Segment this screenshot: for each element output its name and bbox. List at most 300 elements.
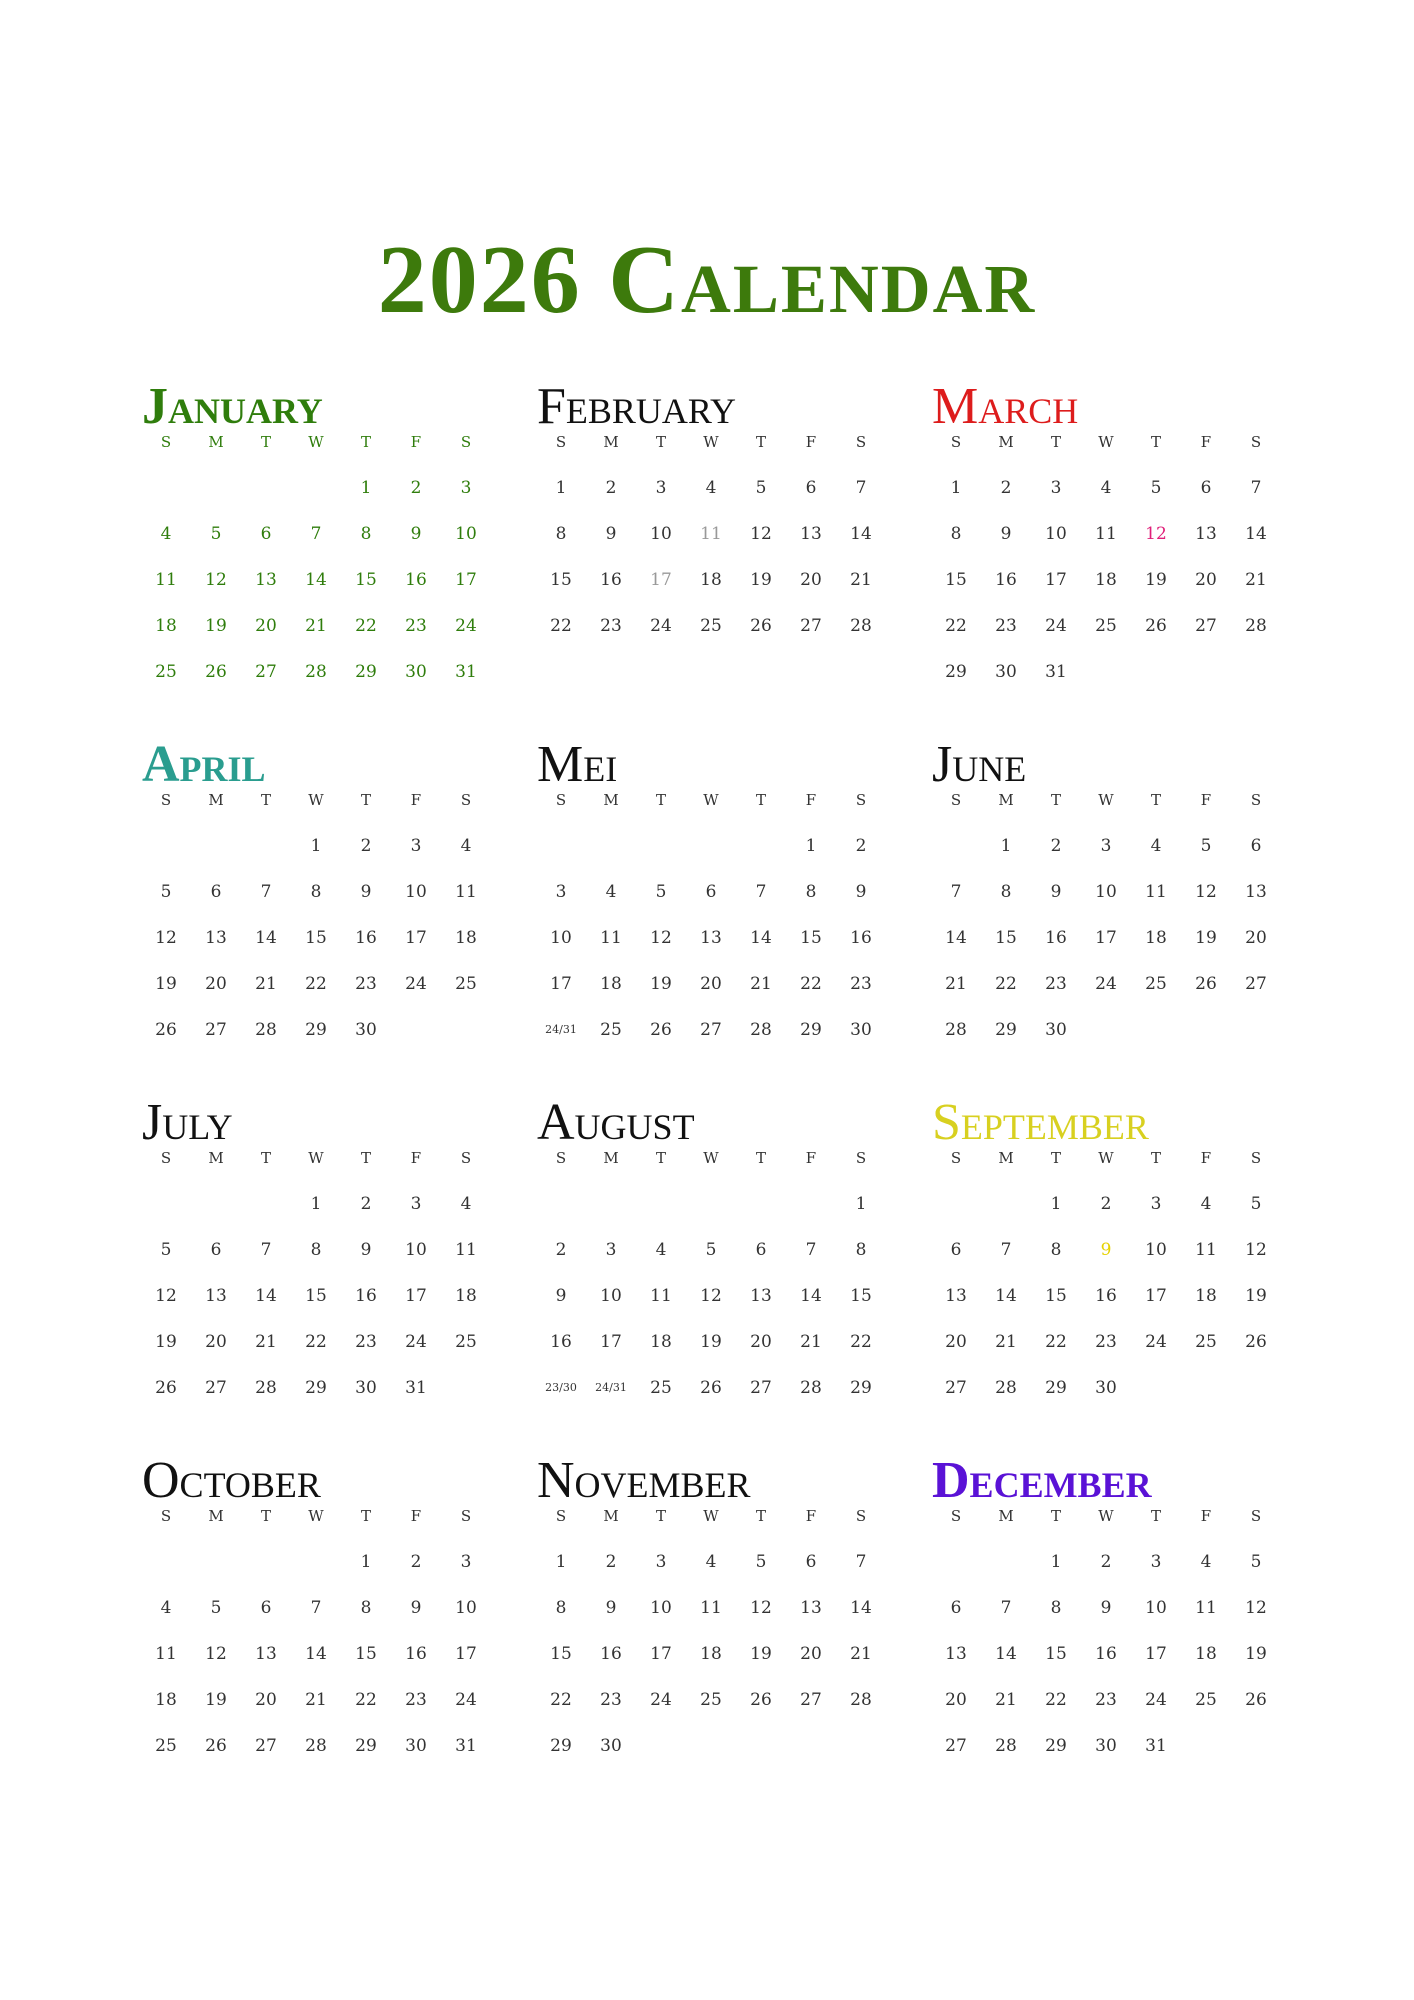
day-cell[interactable]: 10 — [405, 882, 427, 902]
day-cell[interactable]: 3 — [410, 1194, 422, 1214]
day-cell[interactable]: 26 — [1245, 1690, 1267, 1710]
day-cell[interactable]: 3 — [1150, 1194, 1162, 1214]
day-cell[interactable]: 10 — [650, 1598, 672, 1618]
day-cell[interactable]: 25 — [650, 1378, 672, 1398]
day-cell[interactable]: 15 — [550, 570, 572, 590]
day-cell[interactable]: 6 — [210, 882, 222, 902]
day-cell[interactable]: 16 — [405, 570, 427, 590]
day-cell[interactable]: 21 — [995, 1332, 1017, 1352]
day-cell[interactable]: 1 — [950, 478, 962, 498]
day-cell[interactable]: 28 — [1245, 616, 1267, 636]
day-cell[interactable]: 14 — [305, 1644, 327, 1664]
day-cell[interactable]: 8 — [360, 524, 372, 544]
day-cell[interactable]: 20 — [945, 1332, 967, 1352]
day-cell[interactable]: 24 — [405, 1332, 427, 1352]
day-cell[interactable]: 24/31 — [545, 1023, 577, 1036]
day-cell[interactable]: 21 — [995, 1690, 1017, 1710]
day-cell[interactable]: 4 — [460, 836, 472, 856]
day-cell[interactable]: 1 — [1050, 1194, 1062, 1214]
day-cell[interactable]: 6 — [260, 1598, 272, 1618]
day-cell[interactable]: 3 — [410, 836, 422, 856]
day-cell[interactable]: 18 — [700, 570, 722, 590]
day-cell[interactable]: 7 — [855, 1552, 867, 1572]
day-cell[interactable]: 21 — [750, 974, 772, 994]
day-cell[interactable]: 17 — [455, 1644, 477, 1664]
day-cell[interactable]: 2 — [555, 1240, 567, 1260]
day-cell[interactable]: 18 — [700, 1644, 722, 1664]
day-cell[interactable]: 30 — [1095, 1736, 1117, 1756]
day-cell[interactable]: 22 — [550, 616, 572, 636]
day-cell[interactable]: 25 — [1195, 1690, 1217, 1710]
day-cell[interactable]: 17 — [600, 1332, 622, 1352]
day-cell[interactable]: 8 — [855, 1240, 867, 1260]
day-cell[interactable]: 20 — [1245, 928, 1267, 948]
day-cell[interactable]: 8 — [1050, 1598, 1062, 1618]
day-cell[interactable]: 23 — [600, 616, 622, 636]
day-cell[interactable]: 1 — [1050, 1552, 1062, 1572]
day-cell[interactable]: 11 — [700, 524, 722, 544]
day-cell[interactable]: 22 — [1045, 1690, 1067, 1710]
day-cell[interactable]: 5 — [1250, 1552, 1262, 1572]
day-cell[interactable]: 2 — [1000, 478, 1012, 498]
day-cell[interactable]: 1 — [855, 1194, 867, 1214]
day-cell[interactable]: 24 — [650, 616, 672, 636]
day-cell[interactable]: 15 — [305, 1286, 327, 1306]
day-cell[interactable]: 11 — [600, 928, 622, 948]
day-cell[interactable]: 11 — [1195, 1598, 1217, 1618]
day-cell[interactable]: 19 — [650, 974, 672, 994]
day-cell[interactable]: 9 — [855, 882, 867, 902]
day-cell[interactable]: 12 — [1245, 1598, 1267, 1618]
day-cell[interactable]: 27 — [800, 616, 822, 636]
day-cell[interactable]: 10 — [455, 524, 477, 544]
day-cell[interactable]: 29 — [1045, 1378, 1067, 1398]
day-cell[interactable]: 30 — [850, 1020, 872, 1040]
day-cell[interactable]: 21 — [255, 974, 277, 994]
day-cell[interactable]: 19 — [1245, 1644, 1267, 1664]
day-cell[interactable]: 10 — [1145, 1598, 1167, 1618]
day-cell[interactable]: 27 — [205, 1020, 227, 1040]
day-cell[interactable]: 25 — [1095, 616, 1117, 636]
day-cell[interactable]: 6 — [705, 882, 717, 902]
day-cell[interactable]: 5 — [210, 1598, 222, 1618]
day-cell[interactable]: 30 — [405, 662, 427, 682]
day-cell[interactable]: 8 — [360, 1598, 372, 1618]
day-cell[interactable]: 2 — [1100, 1552, 1112, 1572]
day-cell[interactable]: 3 — [460, 478, 472, 498]
day-cell[interactable]: 14 — [995, 1286, 1017, 1306]
day-cell[interactable]: 12 — [205, 570, 227, 590]
day-cell[interactable]: 3 — [655, 478, 667, 498]
day-cell[interactable]: 24 — [650, 1690, 672, 1710]
day-cell[interactable]: 20 — [205, 974, 227, 994]
day-cell[interactable]: 23 — [405, 616, 427, 636]
day-cell[interactable]: 20 — [800, 570, 822, 590]
day-cell[interactable]: 21 — [850, 1644, 872, 1664]
day-cell[interactable]: 3 — [1100, 836, 1112, 856]
day-cell[interactable]: 4 — [1150, 836, 1162, 856]
day-cell[interactable]: 17 — [550, 974, 572, 994]
day-cell[interactable]: 29 — [850, 1378, 872, 1398]
day-cell[interactable]: 10 — [405, 1240, 427, 1260]
day-cell[interactable]: 27 — [205, 1378, 227, 1398]
day-cell[interactable]: 23/30 — [545, 1381, 577, 1394]
day-cell[interactable]: 15 — [355, 1644, 377, 1664]
day-cell[interactable]: 1 — [805, 836, 817, 856]
day-cell[interactable]: 1 — [360, 1552, 372, 1572]
day-cell[interactable]: 3 — [605, 1240, 617, 1260]
day-cell[interactable]: 6 — [755, 1240, 767, 1260]
day-cell[interactable]: 31 — [1145, 1736, 1167, 1756]
day-cell[interactable]: 21 — [305, 616, 327, 636]
day-cell[interactable]: 16 — [1095, 1286, 1117, 1306]
day-cell[interactable]: 29 — [355, 662, 377, 682]
day-cell[interactable]: 8 — [555, 524, 567, 544]
day-cell[interactable]: 4 — [655, 1240, 667, 1260]
day-cell[interactable]: 15 — [550, 1644, 572, 1664]
day-cell[interactable]: 29 — [995, 1020, 1017, 1040]
day-cell[interactable]: 12 — [750, 524, 772, 544]
day-cell[interactable]: 9 — [605, 1598, 617, 1618]
day-cell[interactable]: 26 — [205, 662, 227, 682]
day-cell[interactable]: 13 — [945, 1286, 967, 1306]
day-cell[interactable]: 10 — [1045, 524, 1067, 544]
day-cell[interactable]: 17 — [405, 1286, 427, 1306]
day-cell[interactable]: 7 — [310, 1598, 322, 1618]
day-cell[interactable]: 7 — [260, 882, 272, 902]
day-cell[interactable]: 16 — [550, 1332, 572, 1352]
day-cell[interactable]: 2 — [1100, 1194, 1112, 1214]
day-cell[interactable]: 14 — [800, 1286, 822, 1306]
day-cell[interactable]: 22 — [305, 1332, 327, 1352]
day-cell[interactable]: 3 — [1050, 478, 1062, 498]
day-cell[interactable]: 28 — [850, 616, 872, 636]
day-cell[interactable]: 25 — [155, 662, 177, 682]
day-cell[interactable]: 19 — [700, 1332, 722, 1352]
day-cell[interactable]: 13 — [945, 1644, 967, 1664]
day-cell[interactable]: 29 — [305, 1020, 327, 1040]
day-cell[interactable]: 7 — [1000, 1240, 1012, 1260]
day-cell[interactable]: 20 — [750, 1332, 772, 1352]
day-cell[interactable]: 15 — [305, 928, 327, 948]
day-cell[interactable]: 20 — [1195, 570, 1217, 590]
day-cell[interactable]: 30 — [355, 1378, 377, 1398]
day-cell[interactable]: 10 — [550, 928, 572, 948]
day-cell[interactable]: 26 — [1145, 616, 1167, 636]
day-cell[interactable]: 6 — [260, 524, 272, 544]
day-cell[interactable]: 30 — [1045, 1020, 1067, 1040]
day-cell[interactable]: 25 — [455, 974, 477, 994]
day-cell[interactable]: 28 — [995, 1378, 1017, 1398]
day-cell[interactable]: 28 — [255, 1378, 277, 1398]
day-cell[interactable]: 5 — [1200, 836, 1212, 856]
day-cell[interactable]: 28 — [255, 1020, 277, 1040]
day-cell[interactable]: 21 — [945, 974, 967, 994]
day-cell[interactable]: 20 — [255, 616, 277, 636]
day-cell[interactable]: 4 — [1200, 1552, 1212, 1572]
day-cell[interactable]: 6 — [805, 1552, 817, 1572]
day-cell[interactable]: 22 — [305, 974, 327, 994]
day-cell[interactable]: 24 — [1145, 1332, 1167, 1352]
day-cell[interactable]: 16 — [600, 570, 622, 590]
day-cell[interactable]: 9 — [1100, 1240, 1112, 1260]
day-cell[interactable]: 28 — [945, 1020, 967, 1040]
day-cell[interactable]: 5 — [1150, 478, 1162, 498]
day-cell[interactable]: 12 — [1145, 524, 1167, 544]
day-cell[interactable]: 18 — [650, 1332, 672, 1352]
day-cell[interactable]: 11 — [700, 1598, 722, 1618]
day-cell[interactable]: 29 — [800, 1020, 822, 1040]
day-cell[interactable]: 9 — [410, 524, 422, 544]
day-cell[interactable]: 16 — [1095, 1644, 1117, 1664]
day-cell[interactable]: 8 — [555, 1598, 567, 1618]
day-cell[interactable]: 15 — [945, 570, 967, 590]
day-cell[interactable]: 11 — [455, 1240, 477, 1260]
day-cell[interactable]: 8 — [950, 524, 962, 544]
day-cell[interactable]: 6 — [210, 1240, 222, 1260]
day-cell[interactable]: 9 — [605, 524, 617, 544]
day-cell[interactable]: 28 — [850, 1690, 872, 1710]
day-cell[interactable]: 9 — [555, 1286, 567, 1306]
day-cell[interactable]: 14 — [255, 928, 277, 948]
day-cell[interactable]: 31 — [1045, 662, 1067, 682]
day-cell[interactable]: 2 — [360, 836, 372, 856]
day-cell[interactable]: 3 — [460, 1552, 472, 1572]
day-cell[interactable]: 30 — [995, 662, 1017, 682]
day-cell[interactable]: 9 — [360, 882, 372, 902]
day-cell[interactable]: 4 — [1200, 1194, 1212, 1214]
day-cell[interactable]: 11 — [155, 570, 177, 590]
day-cell[interactable]: 28 — [800, 1378, 822, 1398]
day-cell[interactable]: 27 — [700, 1020, 722, 1040]
day-cell[interactable]: 1 — [555, 478, 567, 498]
day-cell[interactable]: 18 — [155, 616, 177, 636]
day-cell[interactable]: 2 — [605, 478, 617, 498]
day-cell[interactable]: 21 — [255, 1332, 277, 1352]
day-cell[interactable]: 6 — [805, 478, 817, 498]
day-cell[interactable]: 27 — [255, 1736, 277, 1756]
day-cell[interactable]: 18 — [155, 1690, 177, 1710]
day-cell[interactable]: 23 — [1095, 1690, 1117, 1710]
day-cell[interactable]: 3 — [1150, 1552, 1162, 1572]
day-cell[interactable]: 28 — [750, 1020, 772, 1040]
day-cell[interactable]: 16 — [1045, 928, 1067, 948]
day-cell[interactable]: 25 — [700, 1690, 722, 1710]
day-cell[interactable]: 20 — [700, 974, 722, 994]
day-cell[interactable]: 27 — [945, 1378, 967, 1398]
day-cell[interactable]: 22 — [945, 616, 967, 636]
day-cell[interactable]: 19 — [1195, 928, 1217, 948]
day-cell[interactable]: 22 — [1045, 1332, 1067, 1352]
day-cell[interactable]: 4 — [160, 1598, 172, 1618]
day-cell[interactable]: 17 — [1145, 1286, 1167, 1306]
day-cell[interactable]: 16 — [405, 1644, 427, 1664]
day-cell[interactable]: 19 — [750, 1644, 772, 1664]
day-cell[interactable]: 7 — [755, 882, 767, 902]
day-cell[interactable]: 12 — [155, 1286, 177, 1306]
day-cell[interactable]: 20 — [800, 1644, 822, 1664]
day-cell[interactable]: 5 — [755, 478, 767, 498]
day-cell[interactable]: 17 — [1045, 570, 1067, 590]
day-cell[interactable]: 27 — [1245, 974, 1267, 994]
day-cell[interactable]: 28 — [305, 1736, 327, 1756]
day-cell[interactable]: 19 — [1145, 570, 1167, 590]
day-cell[interactable]: 7 — [260, 1240, 272, 1260]
day-cell[interactable]: 16 — [355, 1286, 377, 1306]
day-cell[interactable]: 23 — [1095, 1332, 1117, 1352]
day-cell[interactable]: 4 — [705, 478, 717, 498]
day-cell[interactable]: 26 — [750, 1690, 772, 1710]
day-cell[interactable]: 17 — [1095, 928, 1117, 948]
day-cell[interactable]: 20 — [255, 1690, 277, 1710]
day-cell[interactable]: 18 — [455, 1286, 477, 1306]
day-cell[interactable]: 21 — [305, 1690, 327, 1710]
day-cell[interactable]: 26 — [750, 616, 772, 636]
day-cell[interactable]: 8 — [1000, 882, 1012, 902]
day-cell[interactable]: 13 — [1195, 524, 1217, 544]
day-cell[interactable]: 10 — [1095, 882, 1117, 902]
day-cell[interactable]: 26 — [1245, 1332, 1267, 1352]
day-cell[interactable]: 8 — [805, 882, 817, 902]
day-cell[interactable]: 14 — [255, 1286, 277, 1306]
day-cell[interactable]: 5 — [160, 1240, 172, 1260]
day-cell[interactable]: 29 — [355, 1736, 377, 1756]
day-cell[interactable]: 24 — [455, 1690, 477, 1710]
day-cell[interactable]: 5 — [705, 1240, 717, 1260]
day-cell[interactable]: 7 — [855, 478, 867, 498]
day-cell[interactable]: 27 — [255, 662, 277, 682]
day-cell[interactable]: 10 — [1145, 1240, 1167, 1260]
day-cell[interactable]: 24/31 — [595, 1381, 627, 1394]
day-cell[interactable]: 28 — [305, 662, 327, 682]
day-cell[interactable]: 25 — [700, 616, 722, 636]
day-cell[interactable]: 9 — [1000, 524, 1012, 544]
day-cell[interactable]: 3 — [555, 882, 567, 902]
day-cell[interactable]: 11 — [1145, 882, 1167, 902]
day-cell[interactable]: 5 — [655, 882, 667, 902]
day-cell[interactable]: 24 — [455, 616, 477, 636]
day-cell[interactable]: 9 — [410, 1598, 422, 1618]
day-cell[interactable]: 5 — [160, 882, 172, 902]
day-cell[interactable]: 18 — [1195, 1286, 1217, 1306]
day-cell[interactable]: 22 — [850, 1332, 872, 1352]
day-cell[interactable]: 22 — [355, 1690, 377, 1710]
day-cell[interactable]: 4 — [460, 1194, 472, 1214]
day-cell[interactable]: 13 — [1245, 882, 1267, 902]
day-cell[interactable]: 13 — [800, 524, 822, 544]
day-cell[interactable]: 9 — [1050, 882, 1062, 902]
day-cell[interactable]: 27 — [800, 1690, 822, 1710]
day-cell[interactable]: 13 — [205, 1286, 227, 1306]
day-cell[interactable]: 19 — [205, 616, 227, 636]
day-cell[interactable]: 29 — [945, 662, 967, 682]
day-cell[interactable]: 12 — [1245, 1240, 1267, 1260]
day-cell[interactable]: 25 — [1145, 974, 1167, 994]
day-cell[interactable]: 18 — [455, 928, 477, 948]
day-cell[interactable]: 19 — [1245, 1286, 1267, 1306]
day-cell[interactable]: 30 — [1095, 1378, 1117, 1398]
day-cell[interactable]: 17 — [650, 570, 672, 590]
day-cell[interactable]: 6 — [1200, 478, 1212, 498]
day-cell[interactable]: 15 — [995, 928, 1017, 948]
day-cell[interactable]: 14 — [850, 524, 872, 544]
day-cell[interactable]: 29 — [305, 1378, 327, 1398]
day-cell[interactable]: 25 — [455, 1332, 477, 1352]
day-cell[interactable]: 11 — [1095, 524, 1117, 544]
day-cell[interactable]: 30 — [600, 1736, 622, 1756]
day-cell[interactable]: 22 — [995, 974, 1017, 994]
day-cell[interactable]: 16 — [600, 1644, 622, 1664]
day-cell[interactable]: 4 — [705, 1552, 717, 1572]
day-cell[interactable]: 14 — [305, 570, 327, 590]
day-cell[interactable]: 27 — [945, 1736, 967, 1756]
day-cell[interactable]: 23 — [355, 1332, 377, 1352]
day-cell[interactable]: 10 — [455, 1598, 477, 1618]
day-cell[interactable]: 31 — [405, 1378, 427, 1398]
day-cell[interactable]: 1 — [360, 478, 372, 498]
day-cell[interactable]: 6 — [950, 1598, 962, 1618]
day-cell[interactable]: 20 — [945, 1690, 967, 1710]
day-cell[interactable]: 17 — [405, 928, 427, 948]
day-cell[interactable]: 2 — [855, 836, 867, 856]
day-cell[interactable]: 18 — [1195, 1644, 1217, 1664]
day-cell[interactable]: 15 — [800, 928, 822, 948]
day-cell[interactable]: 15 — [1045, 1644, 1067, 1664]
day-cell[interactable]: 19 — [750, 570, 772, 590]
day-cell[interactable]: 1 — [310, 836, 322, 856]
day-cell[interactable]: 4 — [605, 882, 617, 902]
day-cell[interactable]: 14 — [945, 928, 967, 948]
day-cell[interactable]: 7 — [1250, 478, 1262, 498]
day-cell[interactable]: 11 — [455, 882, 477, 902]
day-cell[interactable]: 21 — [850, 570, 872, 590]
day-cell[interactable]: 10 — [650, 524, 672, 544]
day-cell[interactable]: 26 — [205, 1736, 227, 1756]
day-cell[interactable]: 17 — [1145, 1644, 1167, 1664]
day-cell[interactable]: 13 — [750, 1286, 772, 1306]
day-cell[interactable]: 9 — [1100, 1598, 1112, 1618]
day-cell[interactable]: 19 — [155, 974, 177, 994]
day-cell[interactable]: 12 — [155, 928, 177, 948]
day-cell[interactable]: 17 — [650, 1644, 672, 1664]
day-cell[interactable]: 14 — [850, 1598, 872, 1618]
day-cell[interactable]: 6 — [1250, 836, 1262, 856]
day-cell[interactable]: 23 — [600, 1690, 622, 1710]
day-cell[interactable]: 7 — [805, 1240, 817, 1260]
day-cell[interactable]: 21 — [1245, 570, 1267, 590]
day-cell[interactable]: 11 — [1195, 1240, 1217, 1260]
day-cell[interactable]: 14 — [750, 928, 772, 948]
day-cell[interactable]: 1 — [310, 1194, 322, 1214]
day-cell[interactable]: 1 — [1000, 836, 1012, 856]
day-cell[interactable]: 31 — [455, 1736, 477, 1756]
day-cell[interactable]: 5 — [1250, 1194, 1262, 1214]
day-cell[interactable]: 30 — [405, 1736, 427, 1756]
day-cell[interactable]: 2 — [360, 1194, 372, 1214]
day-cell[interactable]: 13 — [255, 570, 277, 590]
day-cell[interactable]: 23 — [405, 1690, 427, 1710]
day-cell[interactable]: 22 — [355, 616, 377, 636]
day-cell[interactable]: 9 — [360, 1240, 372, 1260]
day-cell[interactable]: 2 — [605, 1552, 617, 1572]
day-cell[interactable]: 15 — [355, 570, 377, 590]
day-cell[interactable]: 2 — [1050, 836, 1062, 856]
day-cell[interactable]: 27 — [750, 1378, 772, 1398]
day-cell[interactable]: 14 — [995, 1644, 1017, 1664]
day-cell[interactable]: 16 — [995, 570, 1017, 590]
day-cell[interactable]: 12 — [750, 1598, 772, 1618]
day-cell[interactable]: 23 — [355, 974, 377, 994]
